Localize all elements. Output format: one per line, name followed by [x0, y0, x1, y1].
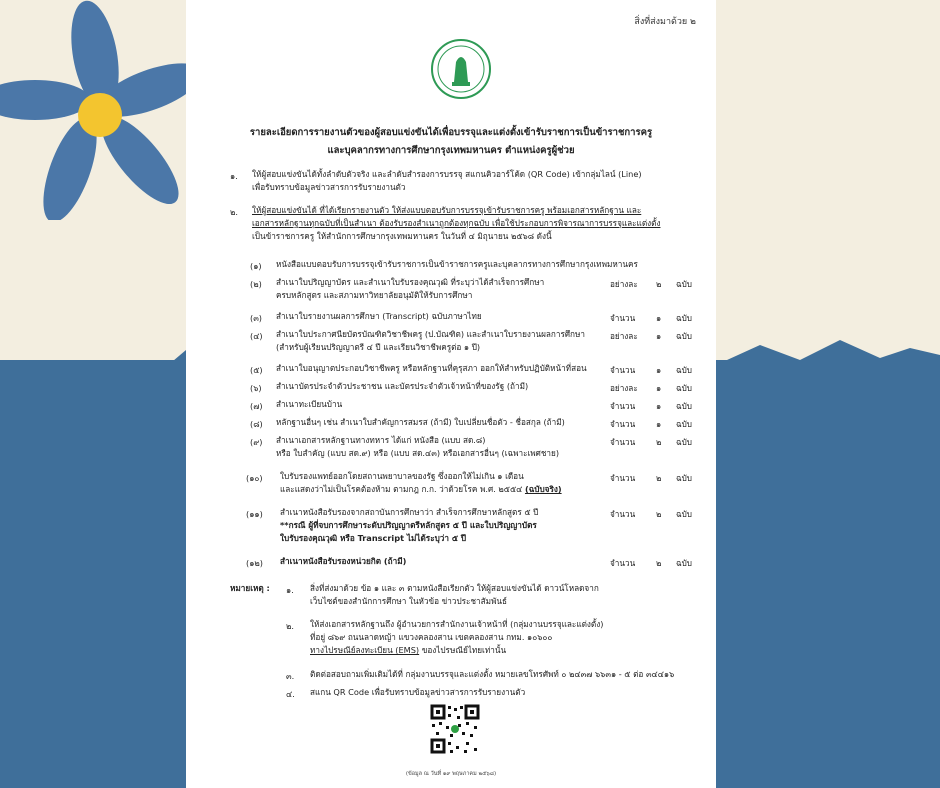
note-text: ทางไปรษณีย์ลงทะเบียน (EMS) ของไปรษณีย์ไทยเท่านั้น [310, 645, 507, 655]
doc-qty-unit: ฉบับ [676, 473, 692, 483]
doc-qty-label: อย่างละ [610, 383, 638, 393]
doc-text: ใบรับรองแพทย์ออกโดยสถานพยาบาลของรัฐ ซึ่งออกให้ไม่เกิน ๑ เดือน [280, 471, 524, 481]
doc-number: (๙) [250, 437, 263, 447]
doc-qty-label: จำนวน [610, 509, 636, 519]
doc-number: (๖) [250, 383, 262, 393]
note-text: สแกน QR Code เพื่อรับทราบข้อมูลข่าวสารการรับรายงานตัว [310, 687, 526, 697]
item-number: ๒. [230, 207, 238, 217]
doc-qty: ๑ [656, 419, 662, 429]
doc-text: **กรณี ผู้ที่จบการศึกษาระดับปริญญาตรีหลักสูตร ๕ ปี และใบปริญญาบัตร [280, 520, 537, 530]
doc-qty-label: จำนวน [610, 401, 636, 411]
doc-number: (๓) [250, 313, 262, 323]
doc-qty-unit: ฉบับ [676, 401, 692, 411]
doc-qty: ๒ [656, 473, 662, 483]
qr-code-icon[interactable] [430, 704, 480, 762]
item-text: ให้ผู้สอบแข่งขันได้ทั้งลำดับตัวจริง และลำดับสำรองการบรรจุ สแกนคิวอาร์โค้ด (QR Code) เข้ากลุ่มไลน์ (Line) [252, 169, 642, 179]
document-page [186, 0, 716, 788]
doc-number: (๘) [250, 419, 263, 429]
doc-number: (๒) [250, 279, 262, 289]
notes-label: หมายเหตุ : [230, 583, 270, 593]
doc-qty-unit: ฉบับ [676, 383, 692, 393]
doc-text: และแสดงว่าไม่เป็นโรคต้องห้าม ตามกฎ ก.ก. ว่าด้วยโรค พ.ศ. ๒๕๕๔ (ฉบับจริง) [280, 484, 562, 494]
item-text: เป็นข้าราชการครู ให้สำนักการศึกษากรุงเทพมหานคร ในวันที่ ๔ มิถุนายน ๒๕๖๘ ดังนี้ [252, 231, 552, 241]
doc-text: หลักฐานอื่นๆ เช่น สำเนาใบสำคัญการสมรส (ถ้ามี) ใบเปลี่ยนชื่อตัว - ชื่อสกุล (ถ้ามี) [276, 417, 565, 427]
document-title-line2: และบุคลากรทางการศึกษากรุงเทพมหานคร ตำแหน่งครูผู้ช่วย [327, 145, 575, 156]
doc-number: (๔) [250, 331, 263, 341]
doc-qty: ๒ [656, 509, 662, 519]
note-text: ติดต่อสอบถามเพิ่มเติมได้ที่ กลุ่มงานบรรจุและแต่งตั้ง หมายเลขโทรศัพท์ ๐ ๒๔๓๗ ๖๖๓๑ - ๕ ต่อ ๓๔๔๑๖ [310, 669, 675, 679]
doc-number: (๗) [250, 401, 263, 411]
doc-text: สำเนาเอกสารหลักฐานทางทหาร ได้แก่ หนังสือ (แบบ สด.๘) [276, 435, 486, 445]
doc-qty: ๑ [656, 401, 662, 411]
document-title-line1: รายละเอียดการรายงานตัวของผู้สอบแข่งขันได้เพื่อบรรจุและแต่งตั้งเข้ารับราชการเป็นข้าราชการครู [249, 127, 653, 138]
doc-qty: ๑ [656, 365, 662, 375]
doc-qty-label: จำนวน [610, 558, 636, 568]
doc-qty-label: จำนวน [610, 419, 636, 429]
item-number: ๑. [230, 171, 238, 181]
doc-qty: ๒ [656, 279, 662, 289]
doc-qty: ๑ [656, 313, 662, 323]
original-copy-note: (ฉบับจริง) [524, 484, 562, 494]
doc-text: หนังสือแบบตอบรับการบรรจุเข้ารับราชการเป็นข้าราชการครูและบุคลากรทางการศึกษากรุงเทพมหานคร [276, 259, 638, 269]
doc-number: (๑) [250, 261, 262, 271]
note-text: ให้ส่งเอกสารหลักฐานถึง ผู้อำนวยการสำนักงานเจ้าหน้าที่ (กลุ่มงานบรรจุและแต่งตั้ง) [310, 619, 604, 629]
doc-qty-unit: ฉบับ [676, 419, 692, 429]
doc-qty-label: จำนวน [610, 473, 636, 483]
item-text: เพื่อรับทราบข้อมูลข่าวสารการรับรายงานตัว [252, 182, 406, 192]
ems-note: ทางไปรษณีย์ลงทะเบียน (EMS) [310, 645, 420, 655]
doc-qty: ๒ [656, 437, 662, 447]
item-text: ให้ผู้สอบแข่งขันได้ ที่ได้เรียกรายงานตัว ให้ส่งแบบตอบรับการบรรจุเข้ารับราชการครู พร้อมเอกสารหลักฐาน และ [252, 205, 642, 215]
doc-text: (สำหรับผู้เรียนปริญญาตรี ๔ ปี และเรียนวิชาชีพครูต่อ ๑ ปี) [276, 342, 481, 352]
doc-qty-label: จำนวน [610, 365, 636, 375]
doc-number: (๑๐) [246, 473, 263, 483]
note-number: ๓. [286, 671, 295, 681]
doc-number: (๕) [250, 365, 263, 375]
doc-text: สำเนาทะเบียนบ้าน [276, 399, 343, 409]
note-text: สิ่งที่ส่งมาด้วย ข้อ ๑ และ ๓ ตามหนังสือเรียกตัว ให้ผู้สอบแข่งขันได้ ดาวน์โหลดจาก [310, 583, 599, 593]
flower-decoration [0, 0, 200, 220]
doc-text: สำเนาหนังสือรับรองจากสถาบันการศึกษาว่า สำเร็จการศึกษาหลักสูตร ๕ ปี [280, 507, 539, 517]
doc-number: (๑๑) [246, 509, 263, 519]
doc-qty-label: อย่างละ [610, 279, 638, 289]
bangkok-seal-logo [430, 38, 492, 100]
doc-qty-unit: ฉบับ [676, 279, 692, 289]
note-text: เว็บไซต์ของสำนักการศึกษา ในหัวข้อ ข่าวประชาสัมพันธ์ [310, 596, 507, 606]
doc-qty-unit: ฉบับ [676, 365, 692, 375]
doc-qty-label: อย่างละ [610, 331, 638, 341]
item-text: เอกสารหลักฐานทุกฉบับที่เป็นสำเนา ต้องรับรองสำเนาถูกต้องทุกฉบับ เพื่อใช้ประกอบการพิจารณาการบรรจุและแต่งตั้ง [252, 218, 661, 228]
doc-qty-unit: ฉบับ [676, 313, 692, 323]
note-text: ที่อยู่ ๘๖๙ ถนนลาดหญ้า แขวงคลองสาน เขตคลองสาน กทม. ๑๐๖๐๐ [310, 632, 553, 642]
doc-qty: ๒ [656, 558, 662, 568]
doc-qty-label: จำนวน [610, 313, 636, 323]
doc-qty-unit: ฉบับ [676, 331, 692, 341]
note-number: ๔. [286, 689, 295, 699]
doc-text: สำเนาหนังสือรับรองหน่วยกิต (ถ้ามี) [280, 556, 407, 566]
enclosure-label: สิ่งที่ส่งมาด้วย ๒ [634, 17, 696, 27]
doc-qty-unit: ฉบับ [676, 509, 692, 519]
doc-text: สำเนาใบรายงานผลการศึกษา (Transcript) ฉบับภาษาไทย [276, 311, 482, 321]
note-number: ๒. [286, 621, 294, 631]
doc-text: หรือ ใบสำคัญ (แบบ สด.๙) หรือ (แบบ สด.๔๓) หรือเอกสารอื่นๆ (เฉพาะเพศชาย) [276, 448, 560, 458]
doc-qty: ๑ [656, 331, 662, 341]
doc-qty-unit: ฉบับ [676, 437, 692, 447]
note-number: ๑. [286, 585, 294, 595]
doc-text: สำเนาใบอนุญาตประกอบวิชาชีพครู หรือหลักฐานที่คุรุสภา ออกให้สำหรับปฏิบัติหน้าที่สอน [276, 363, 587, 373]
footer-date: (ข้อมูล ณ วันที่ ๑๙ พฤษภาคม ๒๕๖๘) [405, 771, 497, 777]
doc-qty: ๑ [656, 383, 662, 393]
doc-qty-unit: ฉบับ [676, 558, 692, 568]
doc-text: ครบหลักสูตร และสภามหาวิทยาลัยอนุมัติให้รับการศึกษา [276, 290, 473, 300]
doc-text: ใบรับรองคุณวุฒิ หรือ Transcript ไม่ได้ระบุว่า ๕ ปี [280, 533, 467, 543]
doc-qty-label: จำนวน [610, 437, 636, 447]
doc-text: สำเนาใบประกาศนียบัตรบัณฑิตวิชาชีพครู (ป.บัณฑิต) และสำเนาใบรายงานผลการศึกษา [276, 329, 585, 339]
doc-text: สำเนาใบปริญญาบัตร และสำเนาใบรับรองคุณวุฒิ ที่ระบุว่าได้สำเร็จการศึกษา [276, 277, 545, 287]
doc-number: (๑๒) [246, 558, 263, 568]
doc-text: สำเนาบัตรประจำตัวประชาชน และบัตรประจำตัวเจ้าหน้าที่ของรัฐ (ถ้ามี) [276, 381, 529, 391]
